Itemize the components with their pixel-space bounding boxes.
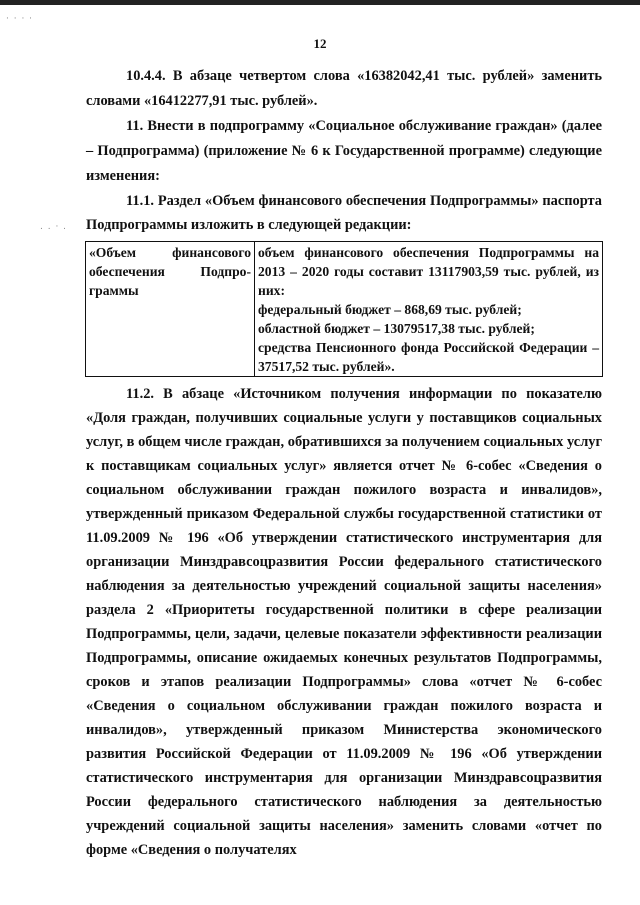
scan-noise-mark: · · · ·	[6, 14, 34, 24]
document-body	[86, 64, 602, 862]
funding-regional-line: областной бюджет – 13079517,38 тыс. рублей;	[258, 321, 535, 336]
table-row	[86, 242, 603, 377]
page-number: 12	[313, 36, 327, 51]
paragraph-11-2: 11.2. В абзаце «Источником получения информации по показателю «Доля граждан, получивших социальные услуги у поставщиков социальных услуг, в общем числе граждан, обратившихся за получением социальных услуг к поставщикам социальных услуг» является отчет № 6-собес «Сведения о социальном обслуживании граждан пожилого возраста и инвалидов», утвержденный приказом Федеральной службы государственной статистики от 11.09.2009 № 196 «Об утверждении статистического инструментария для организации Минздравсоцразвития России федерального статистического наблюдения за деятельностью учреждений социальной защиты населения» раздела 2 «Приоритеты государственной политики в сфере реализации Подпрограммы, цели, задачи, целевые показатели эффективности реализации Подпрограммы, описание ожидаемых конечных результатов Подпрограммы, сроков и этапов реализации Подпрограммы» слова «отчет № 6-собес «Сведения о социальном обслуживании граждан пожилого возраста и инвалидов», утвержденный приказом Министерства экономического развития Российской Федерации от 11.09.2009 № 196 «Об утверждении статистического инструментария для организации Минздравсоцразвития России федерального статистического наблюдения за деятельностью учреждений социальной защиты населения» заменить словами «отчет по форме «Сведения о получателях	[86, 386, 602, 858]
scan-noise-mark: . . · .	[40, 222, 68, 232]
scan-top-border	[0, 0, 640, 5]
paragraph-10-4-4: 10.4.4. В абзаце четвертом слова «16382042,41 тыс. рублей» заменить словами «16412277,91 тыс. рублей».	[86, 68, 602, 109]
paragraph-11: 11. Внести в подпрограмму «Социальное обслуживание граждан» (далее – Подпрограмма) (приложение № 6 к Государственной программе) следующие изменения:	[86, 118, 602, 184]
table-cell-funding-label: «Объем финансового обеспечения Подпро-граммы	[86, 242, 255, 377]
funding-federal-line: федеральный бюджет – 868,69 тыс. рублей;	[258, 302, 522, 317]
table-cell-funding-details	[255, 242, 603, 377]
paragraph-11-1: 11.1. Раздел «Объем финансового обеспечения Подпрограммы» паспорта Подпрограммы изложить в следующей редакции:	[86, 193, 602, 233]
funding-pension-line: средства Пенсионного фонда Российской Федерации – 37517,52 тыс. рублей».	[258, 340, 599, 374]
funding-total-line: объем финансового обеспечения Подпрограммы на 2013 – 2020 годы составит 13117903,59 тыс. рублей, из них:	[258, 245, 599, 298]
passport-table	[85, 241, 603, 377]
